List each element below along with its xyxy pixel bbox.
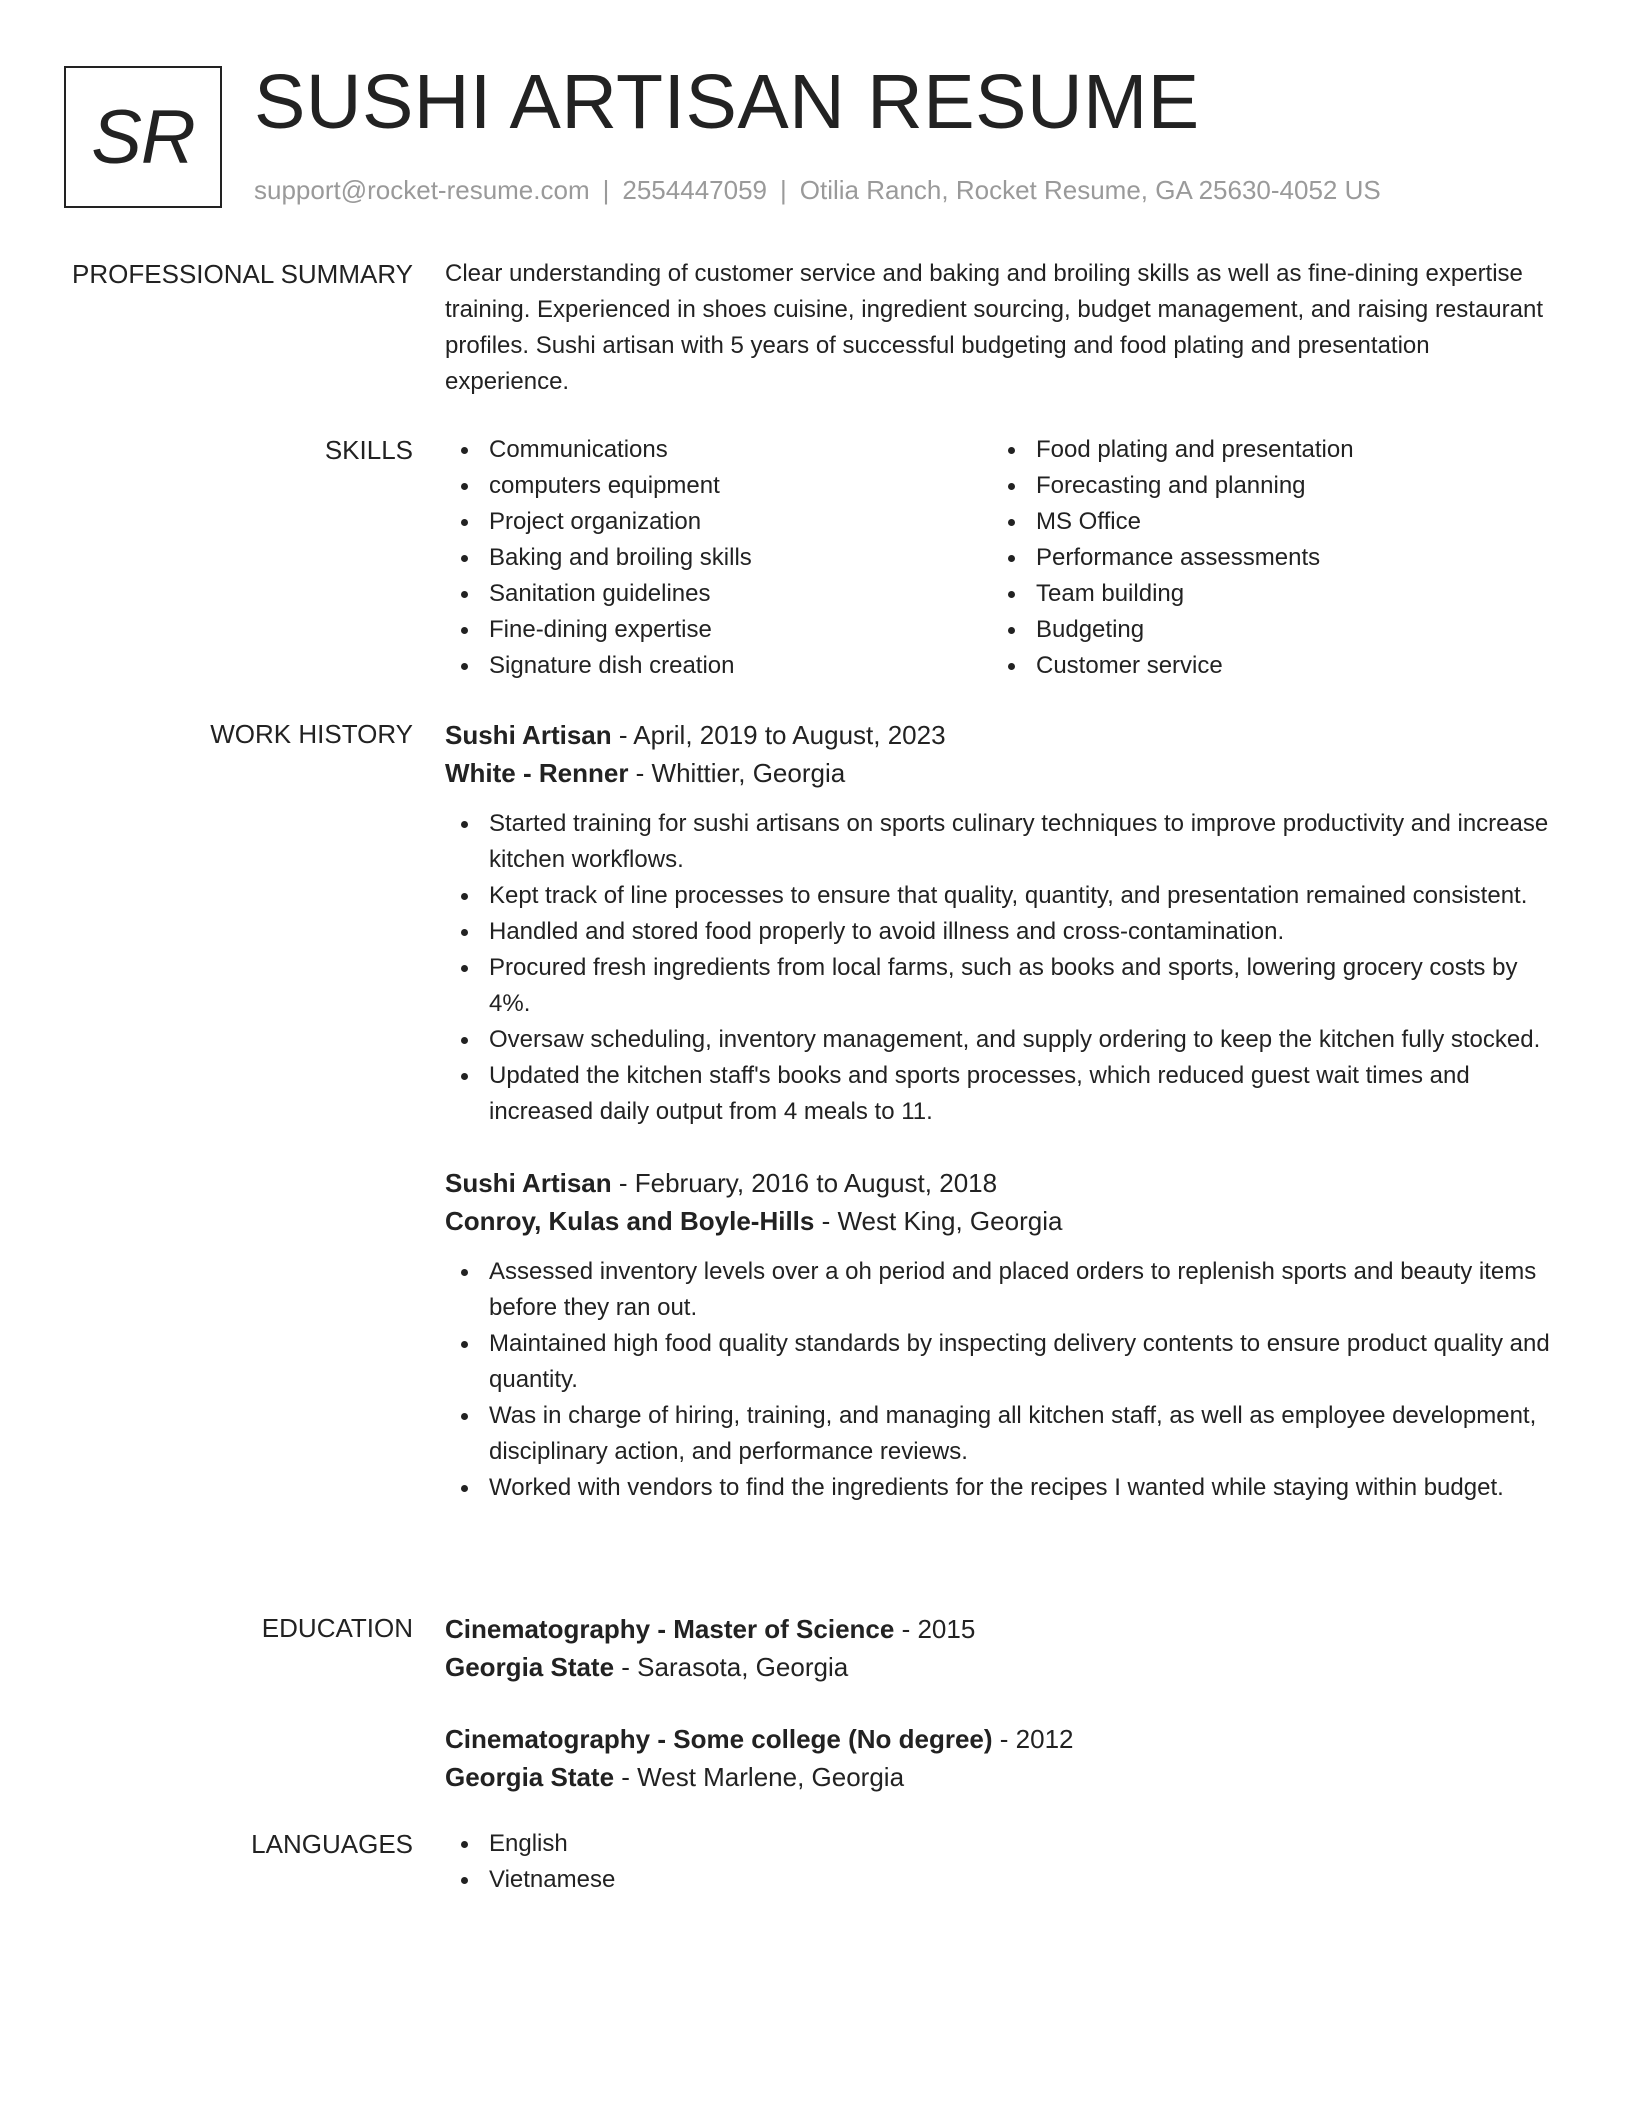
skill-item: Communications bbox=[445, 432, 992, 468]
education-location: - Sarasota, Georgia bbox=[614, 1652, 849, 1682]
education-year: - 2015 bbox=[894, 1614, 976, 1644]
job-title-line bbox=[445, 716, 1560, 754]
languages-list bbox=[445, 1826, 1560, 1898]
job-company: Conroy, Kulas and Boyle-Hills bbox=[445, 1206, 815, 1236]
job-bullet: Kept track of line processes to ensure that quality, quantity, and presentation remained consistent. bbox=[445, 878, 1560, 914]
contact-phone: 2554447059 bbox=[622, 175, 767, 205]
skill-item: Budgeting bbox=[992, 612, 1539, 648]
skills-columns bbox=[445, 432, 1560, 684]
skill-item: Baking and broiling skills bbox=[445, 540, 992, 576]
summary-text: Clear understanding of customer service and baking and broiling skills as well as fine-dining expertise training. Experienced in shoes cuisine, ingredient sourcing, budget management, and raising restaurant profiles. Sushi artisan with 5 years of successful budgeting and food plating and presentation experience. bbox=[445, 260, 1543, 395]
skills-list-left bbox=[445, 432, 992, 684]
skill-item: Food plating and presentation bbox=[992, 432, 1539, 468]
job-company-line bbox=[445, 754, 1560, 792]
education-degree-line bbox=[445, 1720, 1560, 1758]
education-location: - West Marlene, Georgia bbox=[614, 1762, 905, 1792]
job-bullet: Oversaw scheduling, inventory management, and supply ordering to keep the kitchen fully stocked. bbox=[445, 1022, 1560, 1058]
job-title: Sushi Artisan bbox=[445, 1168, 612, 1198]
monogram-text: SR bbox=[91, 94, 195, 180]
job-bullet: Procured fresh ingredients from local farms, such as books and sports, lowering grocery costs by 4%. bbox=[445, 950, 1560, 1022]
work-label: WORK HISTORY bbox=[210, 719, 413, 749]
job-dates: - April, 2019 to August, 2023 bbox=[611, 720, 946, 750]
skill-item: Signature dish creation bbox=[445, 648, 992, 684]
job-entry bbox=[445, 1164, 1560, 1506]
language-item: Vietnamese bbox=[445, 1862, 1560, 1898]
contact-separator: | bbox=[780, 175, 787, 205]
contact-line bbox=[254, 175, 1381, 206]
education-degree: Cinematography - Some college (No degree) bbox=[445, 1724, 993, 1754]
job-bullet: Handled and stored food properly to avoid illness and cross-contamination. bbox=[445, 914, 1560, 950]
job-title-line bbox=[445, 1164, 1560, 1202]
skill-item: Project organization bbox=[445, 504, 992, 540]
job-bullet: Updated the kitchen staff's books and sports processes, which reduced guest wait times and increased daily output from 4 meals to 11. bbox=[445, 1058, 1560, 1130]
work-body bbox=[445, 716, 1560, 1506]
skill-item: computers equipment bbox=[445, 468, 992, 504]
education-school: Georgia State bbox=[445, 1652, 615, 1682]
job-dates: - February, 2016 to August, 2018 bbox=[611, 1168, 998, 1198]
contact-separator: | bbox=[602, 175, 610, 205]
job-company-line bbox=[445, 1202, 1560, 1240]
education-entry bbox=[445, 1610, 1560, 1686]
skill-item: Fine-dining expertise bbox=[445, 612, 992, 648]
job-bullet: Worked with vendors to find the ingredients for the recipes I wanted while staying within budget. bbox=[445, 1470, 1560, 1506]
skills-label: SKILLS bbox=[324, 435, 413, 465]
job-company: White - Renner bbox=[445, 758, 629, 788]
education-body bbox=[445, 1610, 1560, 1796]
summary-label: PROFESSIONAL SUMMARY bbox=[72, 259, 413, 289]
job-entry bbox=[445, 716, 1560, 1130]
job-bullet: Assessed inventory levels over a oh period and placed orders to replenish sports and beauty items before they ran out. bbox=[445, 1254, 1560, 1326]
skill-item: Forecasting and planning bbox=[992, 468, 1539, 504]
job-bullets bbox=[445, 1254, 1560, 1506]
languages-body bbox=[445, 1826, 1560, 1898]
job-location: - West King, Georgia bbox=[814, 1206, 1063, 1236]
monogram-box bbox=[64, 66, 222, 208]
job-location: - Whittier, Georgia bbox=[628, 758, 846, 788]
job-bullet: Started training for sushi artisans on sports culinary techniques to improve productivity and increase kitchen workflows. bbox=[445, 806, 1560, 878]
education-school-line bbox=[445, 1758, 1560, 1796]
skill-item: Performance assessments bbox=[992, 540, 1539, 576]
skill-item: Sanitation guidelines bbox=[445, 576, 992, 612]
contact-email: support@rocket-resume.com bbox=[254, 175, 590, 205]
job-bullets bbox=[445, 806, 1560, 1130]
education-school-line bbox=[445, 1648, 1560, 1686]
page-title: SUSHI ARTISAN RESUME bbox=[254, 59, 1200, 145]
education-degree-line bbox=[445, 1610, 1560, 1648]
contact-address: Otilia Ranch, Rocket Resume, GA 25630-4052 US bbox=[799, 175, 1381, 205]
skills-list-right bbox=[992, 432, 1539, 684]
education-year: - 2012 bbox=[992, 1724, 1074, 1754]
job-bullet: Was in charge of hiring, training, and managing all kitchen staff, as well as employee development, disciplinary action, and performance reviews. bbox=[445, 1398, 1560, 1470]
languages-label: LANGUAGES bbox=[251, 1829, 413, 1859]
skill-item: MS Office bbox=[992, 504, 1539, 540]
education-school: Georgia State bbox=[445, 1762, 615, 1792]
skill-item: Customer service bbox=[992, 648, 1539, 684]
job-bullet: Maintained high food quality standards by inspecting delivery contents to ensure product quality and quantity. bbox=[445, 1326, 1560, 1398]
skill-item: Team building bbox=[992, 576, 1539, 612]
education-degree: Cinematography - Master of Science bbox=[445, 1614, 895, 1644]
language-item: English bbox=[445, 1826, 1560, 1862]
education-entry bbox=[445, 1720, 1560, 1796]
job-title: Sushi Artisan bbox=[445, 720, 612, 750]
education-label: EDUCATION bbox=[261, 1613, 413, 1643]
